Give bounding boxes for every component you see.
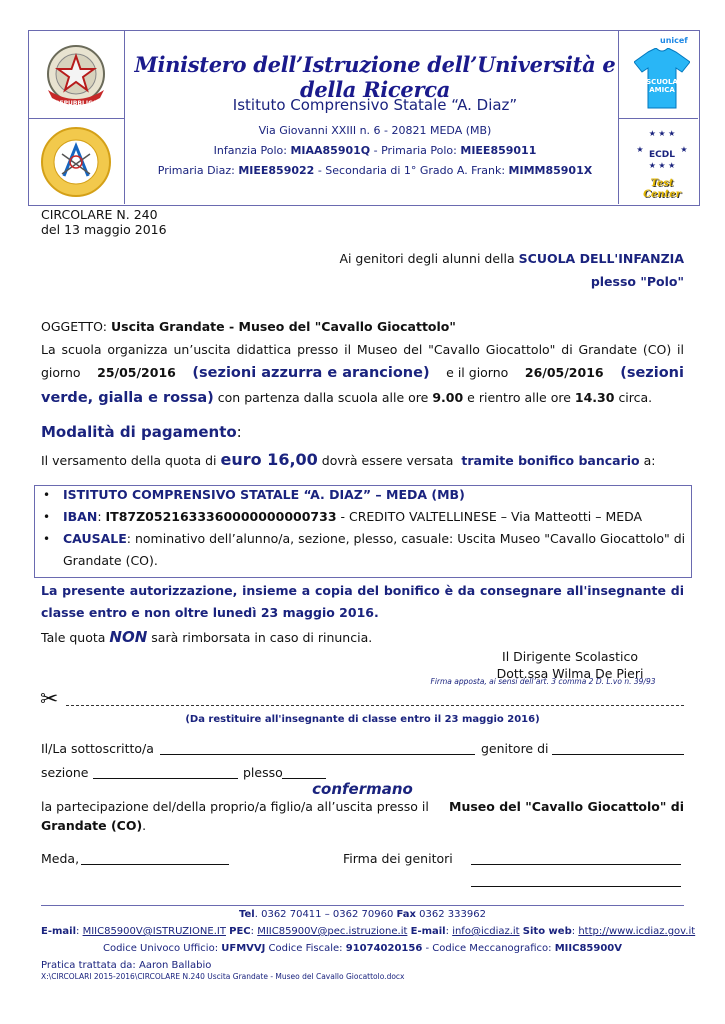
recipients-plesso: plesso "Polo" [590, 274, 684, 289]
body-giorno: giorno [41, 365, 81, 380]
body-circa: circa. [618, 390, 653, 405]
form-plesso-field[interactable] [282, 778, 326, 779]
form-paragraph-2 [41, 817, 146, 835]
fax-label: Fax [396, 909, 416, 920]
sezioni-2b: verde, gialla e rossa) [41, 390, 214, 406]
primaria-code: MIEE859011 [460, 144, 537, 157]
ora-rientro: 14.30 [574, 390, 615, 405]
body-partenza: con partenza dalla scuola alle ore [217, 390, 429, 405]
sezioni-1: (sezioni azzurra e arancione) [192, 365, 430, 381]
svg-text:★: ★ [680, 145, 688, 154]
scissors-icon: ✂ [40, 687, 59, 712]
cf-label: Codice Fiscale: [268, 943, 343, 954]
tel: . 0362 70411 – 0362 70960 [254, 909, 394, 920]
form-p1b: Museo del "Cavallo Giocattolo" di [449, 799, 684, 814]
pagamento-title [41, 423, 242, 441]
causale-text: : nominativo dell’alunno/a, sezione, plesso, casuale: Uscita Museo "Cavallo Giocattolo" di [126, 531, 686, 546]
tel-label: Tel [239, 909, 255, 920]
form-p2: Grandate (CO) [41, 818, 143, 833]
secondaria-code: MIMM85901X [508, 164, 593, 177]
svg-text:★: ★ [636, 145, 644, 154]
notice-line-1: La presente autorizzazione, insieme a copia del bonifico è da consegnare all'insegnante di [41, 583, 684, 598]
ministry-title: Ministero dell’Istruzione dell’Università e della Ricerca [134, 52, 616, 102]
infanzia-code: MIAA85901Q [290, 144, 371, 157]
form-firma-label: Firma dei genitori [343, 851, 453, 866]
email-label: E-mail [41, 926, 77, 937]
infanzia-label: Infanzia Polo: [213, 144, 287, 157]
body-line-1: La scuola organizza un’uscita didattica presso il Museo del "Cavallo Giocattolo" di Grandate (CO) il [41, 342, 684, 357]
iban-label: IBAN [63, 509, 98, 524]
signature-note: Firma apposta, ai sensi dell’art. 3 comma 2 D. L.vo n. 39/93 [430, 677, 656, 686]
svg-text:★ ★ ★: ★ ★ ★ [648, 129, 676, 138]
form-genitore-label: genitore di [481, 741, 549, 756]
pratica: Pratica trattata da: Aaron Ballabio [41, 960, 212, 971]
footer-divider [41, 905, 684, 906]
file-path: X:\CIRCOLARI 2015-2016\CIRCOLARE N.240 Uscita Grandate - Museo del Cavallo Giocattolo.docx [41, 972, 405, 981]
poli2-codes [130, 164, 620, 177]
circolare-date: del 13 maggio 2016 [41, 222, 167, 237]
primaria-label: - Primaria Polo: [373, 144, 457, 157]
iban-colon: : [97, 509, 102, 524]
causale-text-2: Grandate (CO). [63, 553, 158, 568]
form-paragraph-1 [41, 798, 684, 816]
refund-b: sarà rimborsata in caso di rinuncia. [151, 630, 373, 645]
form-plesso-label: plesso [243, 765, 283, 780]
institute-address: Via Giovanni XXIII n. 6 - 20821 MEDA (MB) [258, 124, 492, 137]
bullet-1-text: ISTITUTO COMPRENSIVO STATALE “A. DIAZ” – MEDA (MB) [63, 487, 465, 502]
iban-code: IT87Z0521633360000000000733 [105, 509, 337, 524]
oggetto [41, 318, 456, 336]
institute-name [130, 96, 620, 114]
causale-label: CAUSALE [63, 531, 127, 546]
email2-label: E-mail [410, 926, 446, 937]
return-note: (Da restituire all'insegnante di classe entro il 23 maggio 2016) [185, 714, 540, 725]
pagamento-intro3: a: [643, 453, 656, 468]
institute-name-text: Istituto Comprensivo Statale “A. Diaz” [232, 96, 518, 114]
form-meda-label: Meda, [41, 851, 80, 866]
iban-bank: - CREDITO VALTELLINESE – Via Matteotti – MEDA [340, 509, 643, 524]
signature-name: Dott.ssa Wilma De Pieri [496, 666, 644, 681]
pagamento-intro2: dovrà essere versata [321, 453, 454, 468]
oggetto-label: OGGETTO: [41, 319, 107, 334]
refund-a: Tale quota [41, 630, 106, 645]
form-genitore-field[interactable] [552, 754, 684, 755]
fax: 0362 333962 [419, 909, 486, 920]
form-date-field[interactable] [81, 864, 229, 865]
ecdl-text: ECDL [649, 150, 675, 160]
footer-line-1 [41, 909, 684, 920]
oggetto-text: Uscita Grandate - Museo del "Cavallo Giocattolo" [110, 319, 456, 334]
cf: 91074020156 [345, 943, 423, 954]
sezioni-2a: (sezioni [620, 365, 684, 381]
pagamento-method: tramite bonifico bancario [461, 453, 640, 468]
web-label: Sito web [522, 926, 572, 937]
pagamento-intro-text: Il versamento della quota di [41, 453, 217, 468]
recipients [41, 250, 684, 268]
circolare-number: CIRCOLARE N. 240 [41, 207, 158, 222]
pagamento-title-text: Modalità di pagamento [41, 423, 237, 441]
pec-label: PEC [229, 926, 251, 937]
diaz-label: Primaria Diaz: [157, 164, 235, 177]
unicef-logo: unicef [660, 36, 688, 45]
form-firma-field-1[interactable] [471, 864, 681, 865]
form-sezione-field[interactable] [93, 778, 238, 779]
form-p1: la partecipazione del/della proprio/a figlio/a all’uscita presso il [41, 799, 429, 814]
footer-line-3 [41, 943, 684, 954]
form-firma-field-2[interactable] [471, 886, 681, 887]
school-seal-icon [38, 124, 114, 200]
pagamento-colon: : [236, 423, 242, 441]
body-mid: e il giorno [446, 365, 509, 380]
recipients-school: SCUOLA DELL'INFANZIA [518, 251, 684, 266]
body-rientro: e rientro alle ore [467, 390, 571, 405]
test-center-text: Test Center [643, 178, 681, 200]
circolare-block [41, 207, 167, 237]
cuu-label: Codice Univoco Ufficio: [102, 943, 219, 954]
form-sottoscritto-label: Il/La sottoscritto/a [41, 741, 154, 756]
svg-text:★ ★ ★: ★ ★ ★ [648, 161, 676, 170]
form-signature-line [41, 850, 684, 868]
cut-line [66, 705, 684, 706]
payment-details-box: • ISTITUTO COMPRENSIVO STATALE “A. DIAZ” – MEDA (MB) • IBAN: IT87Z0521633360000000000733 - CREDITO VALTELLINESE – Via Matteotti – MEDA • CAUSALE: nominativo dell’alunno/a, sezione, plesso, casuale: Uscita Museo "Cavallo Giocattolo" di Grandate (CO). [34, 485, 692, 578]
email-link[interactable]: MIIC85900V@ISTRUZIONE.IT [82, 926, 226, 937]
form-line-1 [41, 740, 684, 758]
confermano: confermano [312, 780, 413, 798]
body-line-2 [41, 364, 684, 382]
mecc: MIIC85900V [554, 943, 622, 954]
form-sottoscritto-field[interactable] [160, 754, 475, 755]
pec-link[interactable]: MIIC85900V@pec.istruzione.it [257, 926, 408, 937]
mecc-label: - Codice Meccanografico: [425, 943, 552, 954]
shirt-text: SCUOLA AMICA [646, 78, 678, 94]
refund-non: NON [109, 628, 148, 646]
pagamento-amount: euro 16,00 [220, 450, 318, 469]
footer-line-2: E-mail: MIIC85900V@ISTRUZIONE.IT PEC: MIIC85900V@pec.istruzione.it E-mail: info@icdiaz.it Sito web: http://www.icdiaz.gov.it [41, 926, 696, 937]
secondaria-label: - Secondaria di 1° Grado A. Frank: [317, 164, 506, 177]
date-1: 25/05/2016 [97, 365, 176, 380]
cuu: UFMVVJ [221, 943, 266, 954]
recipients-prefix: Ai genitori degli alunni della [339, 251, 515, 266]
ora-partenza: 9.00 [432, 390, 464, 405]
refund-line [41, 628, 372, 647]
form-p2-dot: . [142, 818, 147, 833]
poli-codes [130, 144, 620, 157]
signature-role: Il Dirigente Scolastico [502, 649, 638, 664]
form-sezione-label: sezione [41, 765, 89, 780]
emblem-ribbon-text: REPUBBLICA ITALIANA [54, 100, 98, 114]
email2-link[interactable]: info@icdiaz.it [452, 926, 520, 937]
body-line-3 [41, 389, 684, 407]
diaz-code: MIEE859022 [238, 164, 315, 177]
pagamento-intro [41, 451, 655, 470]
notice-line-2: classe entro e non oltre lunedì 23 maggio 2016. [41, 605, 379, 620]
web-link[interactable]: http://www.icdiaz.gov.it [578, 926, 696, 937]
date-2: 26/05/2016 [524, 365, 604, 380]
